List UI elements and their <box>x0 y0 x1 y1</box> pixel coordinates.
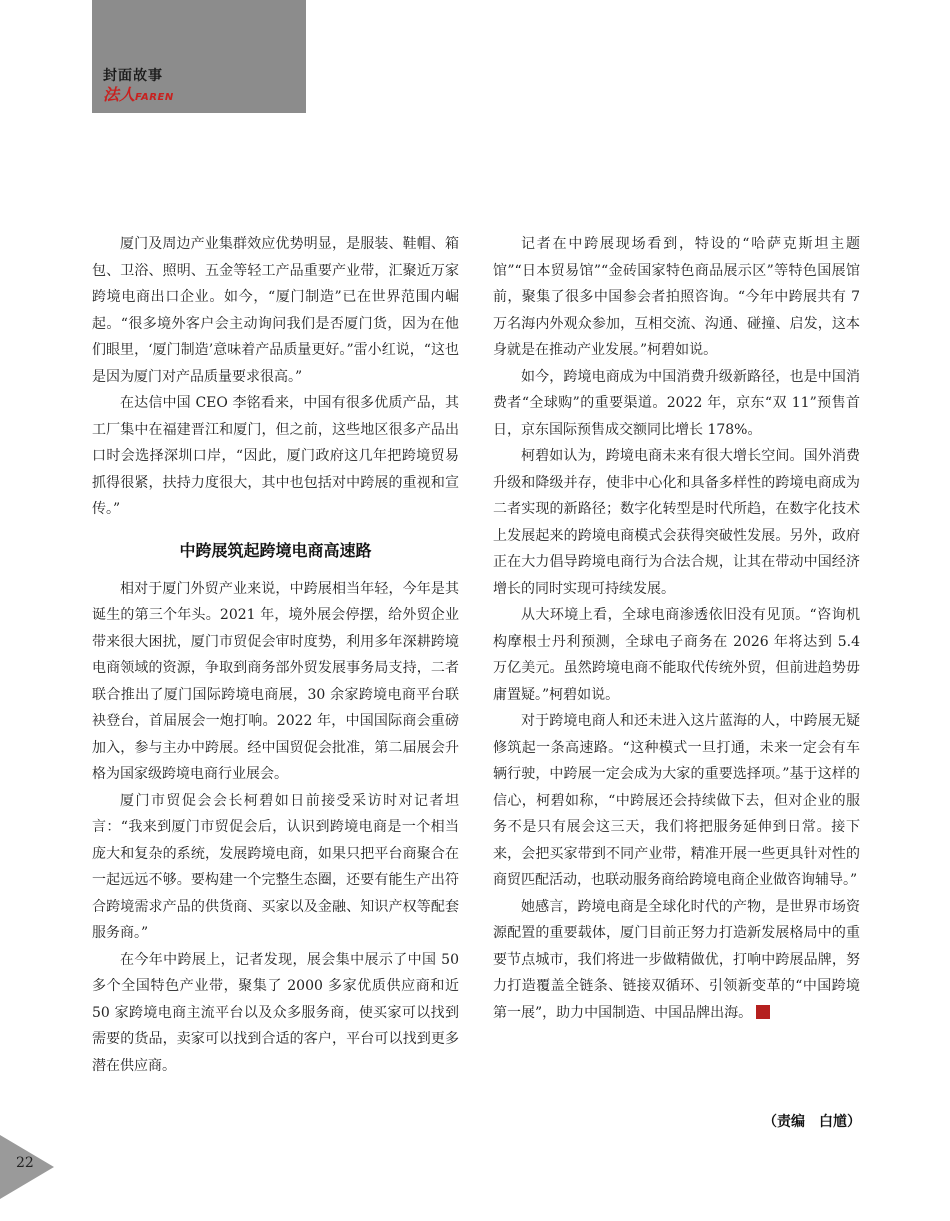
paragraph-final-text: 她感言，跨境电商是全球化时代的产物，是世界市场资源配置的重要载体，厦门目前正努力打造新发展格局中的重要节点城市，我们将进一步做精做优，打响中跨展品牌，努力打造覆盖全链条、链接双循环、引领新变革的“中国跨境第一展”，助力中国制造、中国品牌出海。 <box>493 898 860 1021</box>
paragraph: 厦门市贸促会会长柯碧如日前接受采访时对记者坦言：“我来到厦门市贸促会后，认识到跨境电商是一个相当庞大和复杂的系统，发展跨境电商，如果只把平台商聚合在一起远远不够。要构建一个完整生态圈，还要有能生产出符合跨境需求产品的供货商、买家以及金融、知识产权等配套服务商。” <box>92 792 459 941</box>
paragraph: 对于跨境电商人和还未进入这片蓝海的人，中跨展无疑修筑起一条高速路。“这种模式一旦打通，未来一定会有车辆行驶，中跨展一定会成为大家的重要选择项。”基于这样的信心，柯碧如称，“中跨展还会持续做下去，但对企业的服务不是只有展会这三天，我们将把服务延伸到日常。接下来，会把买家带到不同产业带，精准开展一些更具针对性的商贸匹配活动，也联动服务商给跨境电商企业做咨询辅导。” <box>493 713 860 888</box>
paragraph: 厦门及周边产业集群效应优势明显，是服装、鞋帽、箱包、卫浴、照明、五金等轻工产品重要产业带，汇聚近万家跨境电商出口企业。如今，“厦门制造”已在世界范围内崛起。“很多境外客户会主动询问我们是否厦门货，因为在他们眼里，‘厦门制造’意味着产品质量更好。”雷小红说，“这也是因为厦门对产品质量要求很高。” <box>92 236 459 385</box>
brand-logo-en: FAREN <box>135 92 174 103</box>
section-subheading: 中跨展筑起跨境电商高速路 <box>179 540 372 560</box>
page-number: 22 <box>16 1155 34 1171</box>
left-column <box>92 231 459 1079</box>
paragraph: 记者在中跨展现场看到，特设的“哈萨克斯坦主题馆”“日本贸易馆”“金砖国家特色商品展示区”等特色国展馆前，聚集了很多中国参会者拍照咨询。“今年中跨展共有 7 万名海内外观众参加，互相交流、沟通、碰撞、启发，这本身就是在推动产业发展。”柯碧如说。 <box>493 236 860 358</box>
paragraph: 在今年中跨展上，记者发现，展会集中展示了中国 50 多个全国特色产业带，聚集了 2000 多家优质供应商和近 50 家跨境电商主流平台以及众多服务商，使买家可以找到需要的货品，卖家可以找到合适的客户，平台可以找到更多潜在供应商。 <box>92 951 459 1074</box>
editor-credit: （责编 白馗） <box>763 1114 861 1130</box>
paragraph: 柯碧如认为，跨境电商未来有很大增长空间。国外消费升级和降级并存，使非中心化和具备多样性的跨境电商成为二者实现的新路径；数字化转型是时代所趋，在数字化技术上发展起来的跨境电商模式会获得突破性发展。另外，政府正在大力倡导跨境电商行为合法合规，让其在带动中国经济增长的同时实现可持续发展。 <box>493 448 860 597</box>
brand-logo-cn: 法人 <box>103 85 136 104</box>
paragraph: 在达信中国 CEO 李铭看来，中国有很多优质产品，其工厂集中在福建晋江和厦门，但之前，这些地区很多产品出口时会选择深圳口岸，“因此，厦门政府这几年把跨境贸易抓得很紧，扶持力度很大，其中也包括对中跨展的重视和宣传。” <box>92 395 459 517</box>
end-seal-icon <box>756 1005 770 1019</box>
paragraph: 如今，跨境电商成为中国消费升级新路径，也是中国消费者“全球购”的重要渠道。2022 年，京东“双 11”预售首日，京东国际预售成交额同比增长 178%。 <box>493 368 860 438</box>
section-label: 封面故事 <box>103 68 163 84</box>
paragraph-final <box>493 894 860 1027</box>
right-column <box>493 231 860 1026</box>
paragraph: 相对于厦门外贸产业来说，中跨展相当年轻，今年是其诞生的第三个年头。2021 年，境外展会停摆，给外贸企业带来很大困扰，厦门市贸促会审时度势，利用多年深耕跨境电商领域的资源，争取到商务部外贸发展事务局支持，二者联合推出了厦门国际跨境电商展，30 余家跨境电商平台联袂登台，首届展会一炮打响。2022 年，中国国际商会重磅加入，参与主办中跨展。经中国贸促会批准，第二届展会升格为国家级跨境电商行业展会。 <box>92 580 459 782</box>
paragraph: 从大环境上看，全球电商渗透依旧没有见顶。“咨询机构摩根士丹利预测，全球电子商务在 2026 年将达到 5.4 万亿美元。虽然跨境电商不能取代传统外贸，但前进趋势毋庸置疑。”柯碧如说。 <box>493 607 860 703</box>
brand-logo <box>103 87 174 103</box>
